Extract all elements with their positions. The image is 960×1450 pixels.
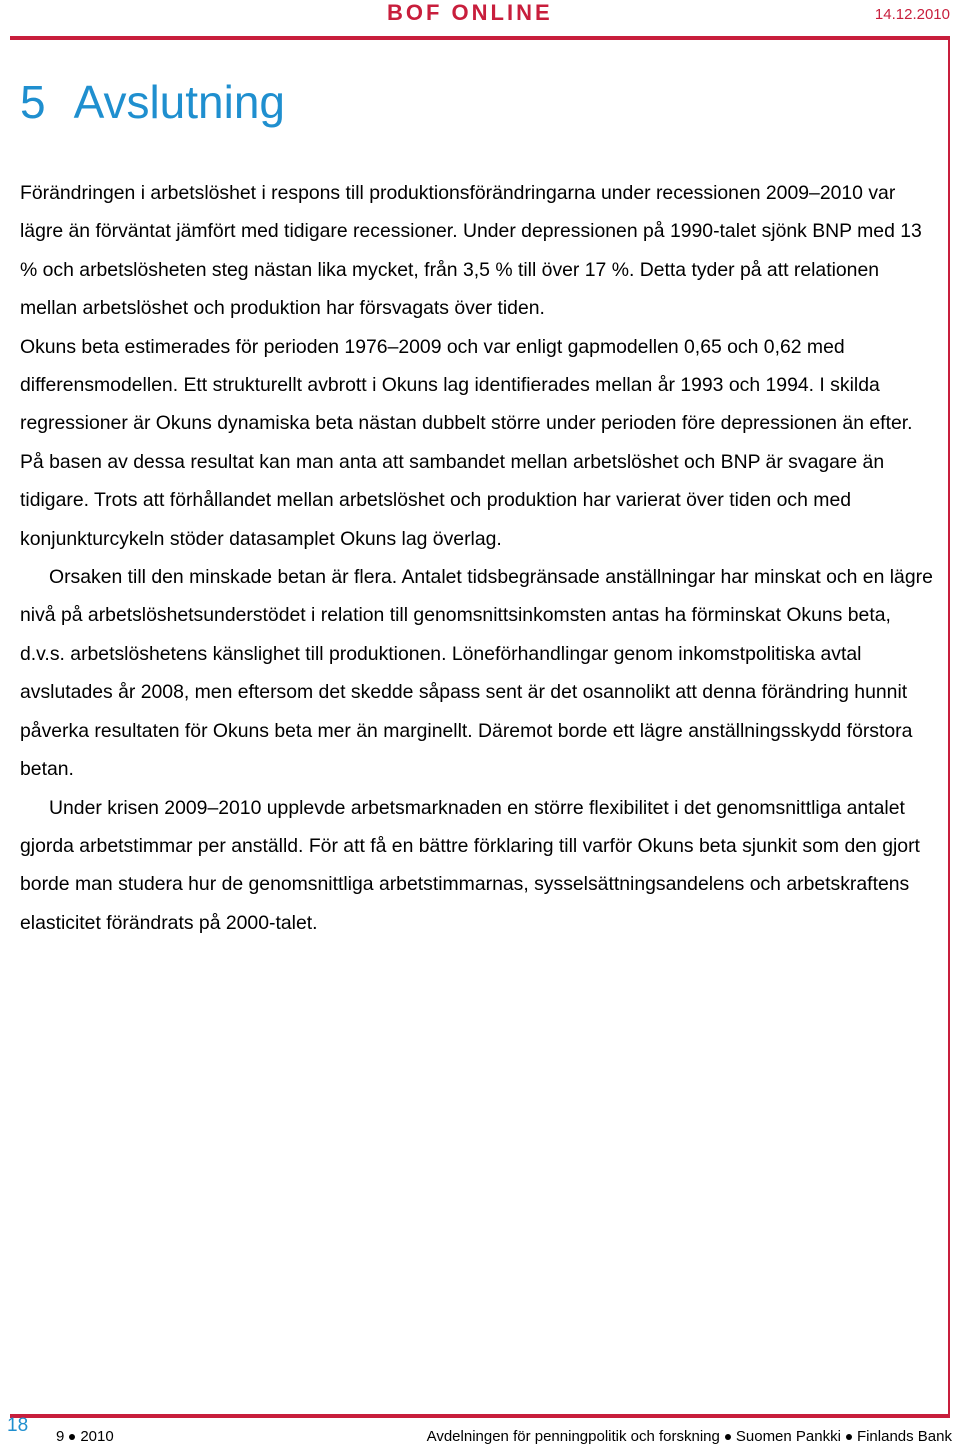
body-text bbox=[20, 174, 936, 942]
footer-credit bbox=[427, 1428, 952, 1445]
bank-name-fi: Suomen Pankki bbox=[735, 1428, 841, 1445]
bank-name-sv: Finlands Bank bbox=[856, 1428, 952, 1445]
department-name: Avdelningen för penningpolitik och forskning bbox=[426, 1428, 720, 1445]
chapter-number: 5 bbox=[20, 76, 46, 128]
issue-info bbox=[56, 1428, 114, 1445]
paragraph-3: Orsaken till den minskade betan är flera. Antalet tidsbegränsade anställningar har minskat och en lägre nivå på arbetslöshetsunderstödet i relation till genomsnittsinkomsten antas ha förminskat Okuns beta, d.v.s. arbetslöshetens känslighet till produktionen. Löneförhandlingar genom inkomstpolitiska avtal avslutades år 2008, men eftersom det skedde såpass sent är det osannolikt att denna förändring hunnit påverka resultaten för Okuns beta mer än marginellt. Däremot borde ett lägre anställningsskydd förstora betan. bbox=[20, 566, 933, 781]
chapter-heading bbox=[20, 74, 285, 130]
frame-bottom-rule bbox=[10, 1414, 950, 1418]
chapter-title: Avslutning bbox=[73, 76, 285, 128]
bullet-icon bbox=[725, 1434, 731, 1440]
issue-year: 2010 bbox=[80, 1428, 114, 1445]
page-number: 18 bbox=[7, 1415, 29, 1436]
issue-number: 9 bbox=[56, 1428, 65, 1445]
frame-top-rule bbox=[10, 36, 950, 40]
bullet-icon bbox=[846, 1434, 852, 1440]
paragraph-2: Okuns beta estimerades för perioden 1976–2009 och var enligt gapmodellen 0,65 och 0,62 med differensmodellen. Ett strukturellt avbrott i Okuns lag identifierades mellan år 1993 och 1994. I skilda regressioner är Okuns dynamiska beta nästan dubbelt större under perioden före depressionen än efter. På basen av dessa resultat kan man anta att sambandet mellan arbetslöshet och BNP är svagare än tidigare. Trots att förhållandet mellan arbetslöshet och produktion har varierat över tiden och med konjunkturcykeln stöder datasamplet Okuns lag överlag. bbox=[20, 335, 913, 550]
brand-title: BOF ONLINE bbox=[387, 0, 553, 25]
paragraph-1: Förändringen i arbetslöshet i respons till produktionsförändringarna under recessionen 2009–2010 var lägre än förväntat jämfört med tidigare recessioner. Under depressionen på 1990-talet sjönk BNP med 13 % och arbetslösheten steg nästan lika mycket, från 3,5 % till över 17 %. Detta tyder på att relationen mellan arbetslöshet och produktion har försvagats över tiden. bbox=[20, 182, 922, 320]
publication-date: 14.12.2010 bbox=[874, 6, 950, 23]
frame-right-rule bbox=[948, 36, 950, 1414]
paragraph-4: Under krisen 2009–2010 upplevde arbetsmarknaden en större flexibilitet i det genomsnittliga antalet gjorda arbetstimmar per anställd. För att få en bättre förklaring till varför Okuns beta sjunkit som den gjort borde man studera hur de genomsnittliga arbetstimmarnas, sysselsättningsandelens och arbetskraftens elasticitet förändrats på 2000-talet. bbox=[20, 796, 920, 934]
bullet-icon bbox=[69, 1434, 75, 1440]
page-footer bbox=[0, 1415, 960, 1450]
